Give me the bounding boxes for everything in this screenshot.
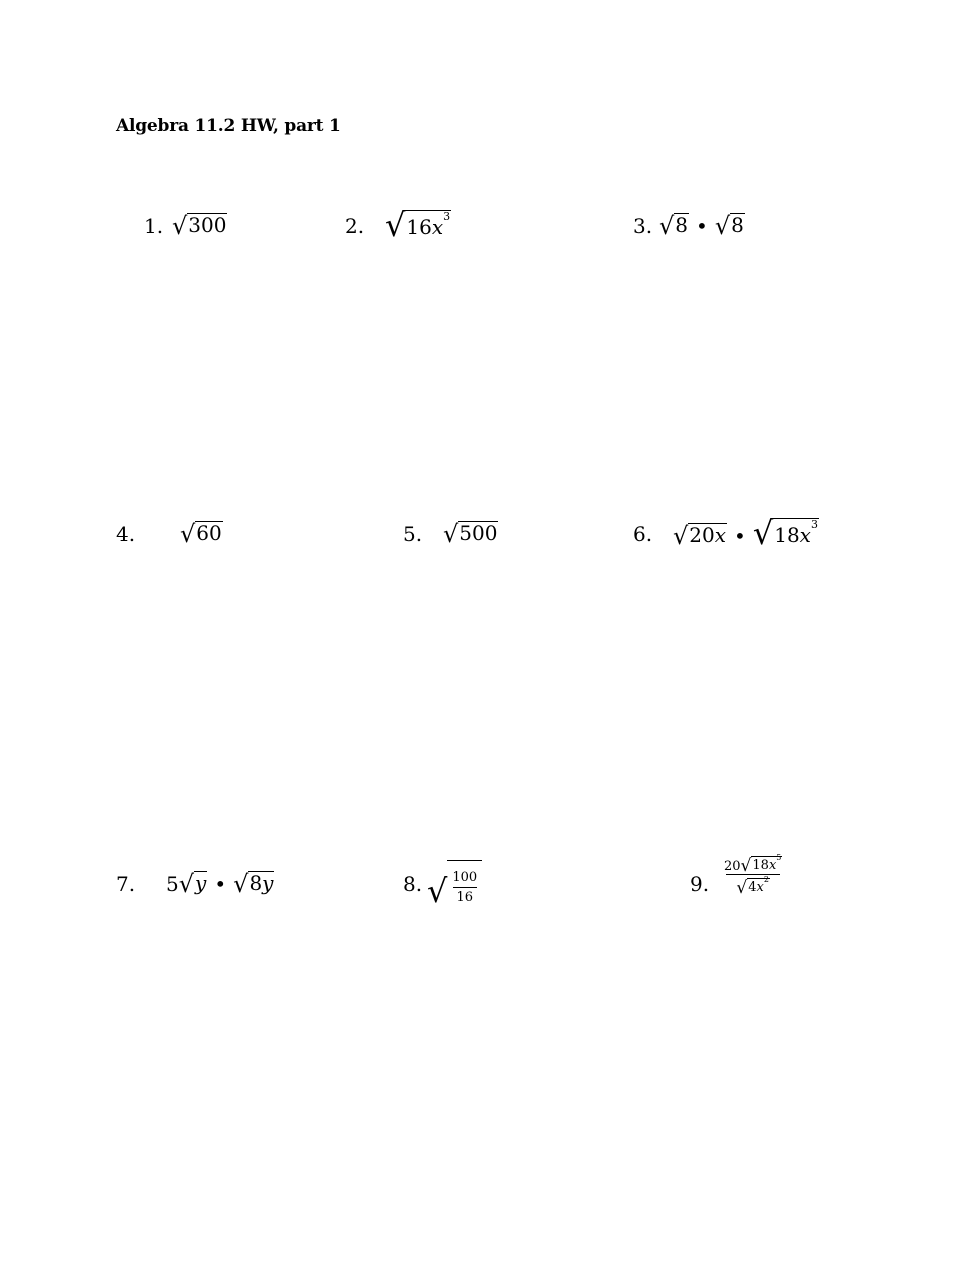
denominator: 16 [453,887,478,905]
radical-sign-icon: √ [752,514,774,552]
multiply-dot: • [696,214,708,238]
problem-number: 8. [403,872,423,896]
square-root [443,520,498,548]
radical-sign-icon: √ [178,870,195,898]
square-root: √ 20x [673,522,727,550]
square-root [180,520,223,548]
page-title: Algebra 11.2 HW, part 1 [116,116,341,136]
radical-sign-icon: √ [172,212,188,240]
radical-expression [180,520,223,548]
problem-number: 5. [403,522,423,546]
radicand: 300 [188,213,227,237]
square-root [385,206,451,244]
problem-number: 1. [144,214,164,238]
radical-expression [385,206,451,244]
square-root: √ y [178,870,207,898]
coefficient: 5 [166,872,179,896]
radical-sign-icon: √ [427,872,448,911]
square-root: √ $18x^3$ [752,514,818,552]
radical-fraction [427,860,482,911]
problem-number: 6. [633,522,653,546]
problem-number: 2. [345,214,365,238]
problem-number: 3. [633,214,653,238]
radical-expression [172,212,227,240]
denominator: √ $4x^2$ [726,874,780,895]
radical-expression [443,520,498,548]
radical-sign-icon: √ [443,520,459,548]
numerator: 20 √ $18x^5$ [724,853,782,876]
problem-number: 7. [116,872,136,896]
multiply-dot: • [214,872,227,896]
square-root [172,212,227,240]
radical-sign-icon: √ [740,856,752,876]
radical-sign-icon: √ [736,878,748,898]
numerator: 100 [452,870,478,885]
radical-sign-icon: √ [659,212,675,240]
radical-sign-icon: √ [385,206,406,244]
square-root [427,860,482,911]
fraction [448,871,481,904]
square-root: √ 8 [659,212,689,240]
radical-sign-icon: √ [180,520,196,548]
radicand: 500 [459,521,498,545]
multiply-dot: • [734,524,746,548]
fraction [718,853,788,898]
radical-sign-icon: √ [673,522,689,550]
problem-number: 4. [116,522,136,546]
problem-number: 9. [690,872,710,896]
radical-fraction [718,853,788,898]
product-expression [659,212,745,240]
product-expression [166,870,274,898]
square-root: √ 8y [233,870,274,898]
radical-sign-icon: √ [233,870,249,898]
radicand: 60 [196,521,222,545]
product-expression [673,514,819,552]
radicand: $16x^3$ [406,210,451,239]
square-root: √ 8 [714,212,744,240]
radical-sign-icon: √ [714,212,731,240]
